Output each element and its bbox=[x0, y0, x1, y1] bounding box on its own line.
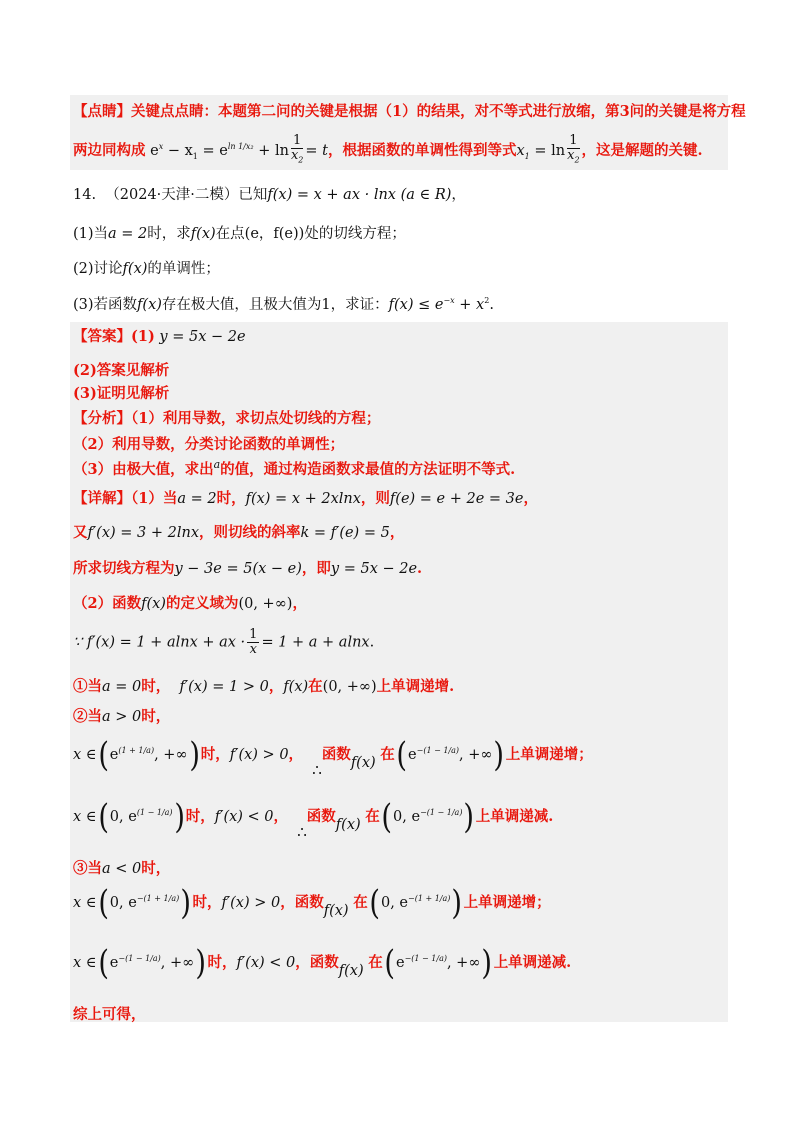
row-1-therefore: ∴ bbox=[312, 761, 322, 779]
detail-l5-c: . bbox=[369, 634, 375, 651]
answer-line-1 bbox=[73, 325, 246, 346]
row-1-d: 在 bbox=[380, 746, 395, 763]
detail-l3-b: ，即 bbox=[301, 560, 331, 577]
case-1-line bbox=[73, 675, 454, 696]
detail-line-3 bbox=[73, 557, 422, 578]
hint-frac-1: $\frac{1}{x_2}$ bbox=[290, 133, 304, 165]
row-3-e: 上单调递增； bbox=[463, 894, 551, 911]
detail-l2-m2: k = f′(e) = 5 bbox=[300, 525, 390, 541]
hint-text-2b: ，根据函数的单调性得到等式 bbox=[327, 141, 517, 159]
row-1-lo: e bbox=[109, 747, 119, 763]
q3-math-ineq: f(x) ≤ e bbox=[388, 297, 444, 313]
detail-l2-b: ，则切线的斜率 bbox=[199, 524, 301, 541]
detail-l5-m2: = 1 + a + alnx bbox=[261, 634, 370, 651]
row-4-d: 在 bbox=[368, 954, 383, 971]
analysis-line-3 bbox=[73, 458, 515, 479]
q1-math-point: (e，f(e)) bbox=[244, 226, 305, 242]
detail-l3-c: . bbox=[417, 560, 423, 577]
summary-line: 综上可得， bbox=[73, 1006, 146, 1023]
detail-l5-num: 1 bbox=[249, 627, 258, 642]
q3-text-b: 存在极大值，且极大值为1，求证： bbox=[161, 297, 389, 313]
q3-math-x2: + x bbox=[459, 297, 485, 313]
case-3-b: 时， bbox=[141, 860, 171, 877]
case-1-b: 时， bbox=[141, 678, 171, 695]
case-2-a: ②当 bbox=[73, 708, 102, 725]
row-1-x: x ∈ bbox=[73, 747, 97, 763]
detail-l2-c: ， bbox=[389, 524, 405, 541]
problem-line bbox=[73, 183, 466, 204]
case-1-c: ， bbox=[268, 678, 284, 695]
row-1-m2: f(x) bbox=[350, 755, 376, 771]
row-3-b: ，函数 bbox=[280, 894, 324, 911]
analysis-p3-math: a bbox=[213, 458, 221, 472]
detail-l3-a: 所求切线方程为 bbox=[73, 560, 175, 577]
row-1-b: ， bbox=[288, 746, 304, 763]
q1-math-f: f(x) bbox=[190, 226, 216, 242]
row-4-b: ，函数 bbox=[295, 954, 339, 971]
row-2-e: 上单调递减. bbox=[475, 808, 554, 825]
case-1-e: 上单调递增. bbox=[376, 678, 455, 695]
detail-l4-m1: f(x) bbox=[141, 596, 166, 612]
case-1-m2: f′(x) = 1 > 0 bbox=[179, 679, 269, 695]
top-margin bbox=[0, 0, 800, 95]
row-4-iexp: −(1 − 1/a) bbox=[404, 954, 447, 964]
hint-frac-2: $\frac{1}{x_2}$ bbox=[567, 133, 580, 165]
hint-math-ln: = ln bbox=[534, 142, 566, 159]
row-3-d: 在 bbox=[353, 894, 368, 911]
hint-line-2 bbox=[73, 134, 703, 168]
analysis-p3-b: 的值，通过构造函数求最值的方法证明不等式. bbox=[220, 461, 516, 478]
q1-text-b: 时，求 bbox=[147, 226, 191, 242]
row-2-c: 函数 bbox=[306, 808, 336, 825]
answer-line-2: (2)答案见解析 bbox=[73, 362, 170, 379]
detail-l1-m1: a = 2 bbox=[177, 491, 217, 507]
row-1-hi: , +∞ bbox=[154, 747, 188, 763]
row-2-x: x ∈ bbox=[73, 809, 97, 825]
row-3-ilo: 0, e bbox=[380, 895, 408, 911]
q3-text-a: (3)若函数 bbox=[73, 297, 138, 313]
row-1-ihi: , +∞ bbox=[459, 747, 493, 763]
row-2-ilo: 0, e bbox=[393, 809, 421, 825]
q2-text-b: 的单调性； bbox=[147, 261, 220, 277]
row-1: x $\in(e^{(1 + 1/a)}$, +∞)时，f′(x) > 0， ∴函数f(x) 在($e^{-(1 - 1/a)}$, +∞)上单调递增； bbox=[73, 735, 593, 779]
q3-math-f: f(x) bbox=[137, 297, 162, 313]
row-2-b: ， bbox=[273, 808, 289, 825]
row-3: x ∈(0, $e^{-(1 + 1/a)}$)时，f′(x) > 0，函数f(x) 在(0, $e^{-(1 + 1/a)}$)上单调递增； bbox=[73, 883, 551, 923]
detail-l2-a: 又 bbox=[73, 524, 88, 541]
row-1-c: 函数 bbox=[321, 746, 351, 763]
hint-label: 【点睛】 bbox=[73, 103, 131, 120]
row-2-therefore: ∴ bbox=[297, 823, 307, 841]
question-2 bbox=[73, 257, 220, 278]
analysis-p1: （1）利用导数，求切点处切线的方程； bbox=[131, 410, 381, 427]
row-4-e: 上单调递减. bbox=[493, 954, 572, 971]
analysis-line-2: （2）利用导数，分类讨论函数的单调性； bbox=[73, 436, 345, 453]
row-4-hi: , +∞ bbox=[160, 955, 195, 971]
case-2-line bbox=[73, 705, 170, 726]
detail-l3-m1: y − 3e = 5(x − e) bbox=[174, 561, 302, 577]
problem-def: f(x) = x + ax · lnx (a ∈ R) bbox=[267, 187, 452, 203]
q1-text-d: 处的切线方程； bbox=[304, 226, 406, 242]
detail-label: 【详解】 bbox=[73, 490, 131, 507]
answer-1-math: y = 5x − 2e bbox=[159, 329, 246, 345]
detail-l4-c: ， bbox=[292, 595, 307, 612]
row-1-exp: (1 + 1/a) bbox=[118, 746, 155, 756]
question-1 bbox=[73, 222, 406, 243]
question-3: (3)若函数f(x)存在极大值，且极大值为1，求证：$f(x) \le e^{-x} + x^2$. bbox=[73, 296, 494, 313]
detail-l1-a: （1）当 bbox=[131, 490, 178, 507]
row-1-e: 上单调递增； bbox=[505, 746, 593, 763]
row-2-m2: f(x) bbox=[335, 817, 361, 833]
problem-def-end: ， bbox=[451, 187, 466, 203]
problem-number: 14. bbox=[73, 187, 97, 203]
row-2-a: 时， bbox=[185, 808, 215, 825]
case-1-m3: f(x) bbox=[283, 679, 309, 695]
case-3-a: ③当 bbox=[73, 860, 102, 877]
row-4-lo: e bbox=[109, 955, 119, 971]
detail-l5-frac bbox=[247, 628, 259, 657]
q1-math-a: a = 2 bbox=[108, 226, 148, 242]
detail-l1-c: ，则 bbox=[360, 490, 390, 507]
detail-l5-den: x bbox=[249, 642, 257, 657]
row-4-x: x ∈ bbox=[73, 955, 97, 971]
row-3-m1: f′(x) > 0 bbox=[221, 895, 281, 911]
row-4-m1: f′(x) < 0 bbox=[236, 955, 296, 971]
row-4-m2: f(x) bbox=[338, 963, 364, 979]
problem-source: （2024·天津·二模）已知 bbox=[105, 187, 268, 203]
q3-text-c: . bbox=[489, 297, 494, 313]
q2-math-f: f(x) bbox=[122, 261, 148, 277]
detail-l4-m2: (0, +∞) bbox=[238, 596, 293, 612]
row-3-exp: −(1 + 1/a) bbox=[136, 894, 180, 904]
detail-line-4 bbox=[73, 592, 307, 613]
hint-text-1: 关键点点睛：本题第二问的关键是根据（1）的结果，对不等式进行放缩，第3问的关键是将方程 bbox=[131, 103, 746, 120]
detail-line-1 bbox=[73, 487, 538, 508]
row-4-ihi: , +∞ bbox=[446, 955, 481, 971]
detail-l4-b: 的定义域为 bbox=[165, 595, 239, 612]
detail-l1-m2: f(x) = x + 2xlnx bbox=[245, 491, 361, 507]
case-3-line bbox=[73, 857, 170, 878]
row-2-lo: 0, e bbox=[109, 809, 137, 825]
case-2-b: 时， bbox=[141, 708, 171, 725]
case-1-a: ①当 bbox=[73, 678, 102, 695]
detail-line-5 bbox=[73, 628, 374, 657]
row-2-iexp: −(1 − 1/a) bbox=[420, 808, 463, 818]
row-2-d: 在 bbox=[365, 808, 380, 825]
row-2-exp: (1 − 1/a) bbox=[136, 808, 173, 818]
row-3-a: 时， bbox=[192, 894, 222, 911]
detail-l1-b: 时， bbox=[216, 490, 246, 507]
row-1-iexp: −(1 − 1/a) bbox=[416, 746, 460, 756]
detail-l5-m1: ∵ f′(x) = 1 + alnx + ax · bbox=[73, 634, 246, 651]
hint-text-2c: ，这是解题的关键. bbox=[581, 141, 703, 159]
hint-text-2a: 两边同构成 bbox=[73, 141, 146, 159]
row-3-m2: f(x) bbox=[323, 903, 349, 919]
detail-l1-d: ， bbox=[523, 490, 538, 507]
row-2-m1: f′(x) < 0 bbox=[214, 809, 274, 825]
row-1-ilo: e bbox=[408, 747, 417, 763]
hint-math-1: $e^x - x_1 = e^{ln 1/x_2} + \ln$ bbox=[150, 141, 289, 161]
hint-line-1 bbox=[73, 100, 746, 121]
case-2-m1: a > 0 bbox=[102, 709, 142, 725]
row-1-a: 时， bbox=[200, 746, 230, 763]
q2-text-a: (2)讨论 bbox=[73, 261, 123, 277]
case-1-m4: (0, +∞) bbox=[322, 679, 377, 695]
row-3-lo: 0, e bbox=[109, 895, 137, 911]
analysis-line-1 bbox=[73, 407, 380, 428]
row-4: x $\in(e^{-(1 - 1/a)}$, +∞)时，f′(x) < 0，函数f(x) 在($e^{-(1 - 1/a)}$, +∞)上单调递减. bbox=[73, 943, 572, 983]
row-4-exp: −(1 − 1/a) bbox=[118, 954, 161, 964]
q1-text-a: (1)当 bbox=[73, 226, 109, 242]
analysis-label: 【分析】 bbox=[73, 410, 131, 427]
analysis-p3-a: （3）由极大值，求出 bbox=[73, 461, 214, 478]
answer-label: 【答案】 bbox=[73, 328, 131, 345]
detail-l1-m3: f(e) = e + 2e = 3e bbox=[389, 491, 524, 507]
row-4-ilo: e bbox=[395, 955, 405, 971]
answer-line-3: (3)证明见解析 bbox=[73, 385, 170, 402]
row-2: x ∈(0, $e^{(1 - 1/a)}$)时，f′(x) < 0， ∴函数f(x) 在(0, $e^{-(1 - 1/a)}$)上单调递减. bbox=[73, 797, 554, 841]
hint-math-x1: $x_1$ bbox=[516, 142, 530, 161]
q1-text-c: 在点 bbox=[215, 226, 245, 242]
case-3-m1: a < 0 bbox=[102, 861, 142, 877]
detail-l4-a: （2）函数 bbox=[73, 595, 142, 612]
row-3-iexp: −(1 + 1/a) bbox=[408, 894, 451, 904]
answer-1-num: (1) bbox=[131, 328, 155, 345]
case-1-m1: a = 0 bbox=[102, 679, 142, 695]
case-1-d: 在 bbox=[308, 678, 323, 695]
hint-math-t: = t bbox=[305, 142, 328, 159]
detail-l3-m2: y = 5x − 2e bbox=[330, 561, 418, 577]
detail-l2-m1: f′(x) = 3 + 2lnx bbox=[87, 525, 199, 541]
row-1-m1: f′(x) > 0 bbox=[229, 747, 289, 763]
row-3-x: x ∈ bbox=[73, 895, 97, 911]
row-4-a: 时， bbox=[207, 954, 237, 971]
detail-line-2 bbox=[73, 521, 404, 542]
